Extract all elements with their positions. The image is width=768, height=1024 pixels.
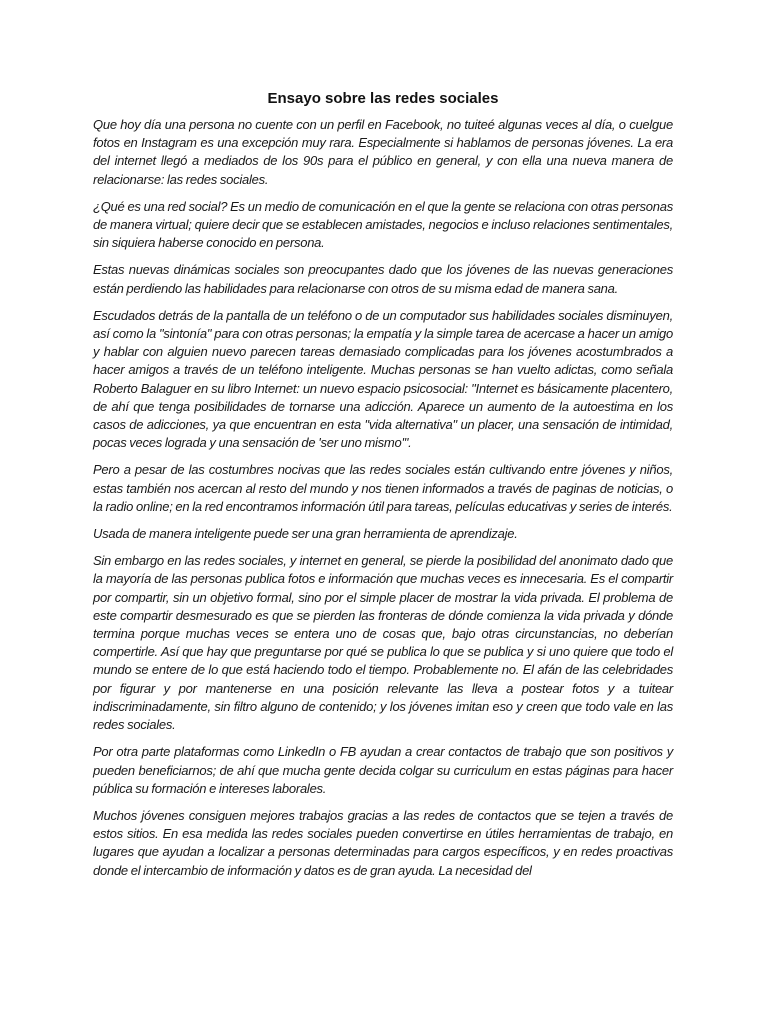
paragraph: Escudados detrás de la pantalla de un teléfono o de un computador sus habilidades sociales disminuyen, así como la "sintonía" para con otras personas; la empatía y la simple tarea de acercase a hacer un amigo y hablar con alguien nuevo parecen tareas demasiado complicadas para los jóvenes acostumbrados a hacer amigos a través de un teléfono inteligente. Muchas personas se han vuelto adictas, como señala Roberto Balaguer en su libro Internet: un nuevo espacio psicosocial: "Internet es básicamente placentero, de ahí que tenga posibilidades de tornarse una adicción. Aparece un aumento de la autoestima en los casos de adicciones, ya que encuentran en esta "vida alternativa" un placer, una sensación de intimidad, pocas veces lograda y una sensación de 'ser uno mismo'". — [93, 307, 673, 451]
paragraph: Pero a pesar de las costumbres nocivas que las redes sociales están cultivando entre jóvenes y niños, estas también nos acercan al resto del mundo y nos tienen informados a través de paginas de noticias, o la radio online; en la red encontramos información útil para tareas, películas educativas y series de interés. — [93, 462, 673, 514]
paragraph: Sin embargo en las redes sociales, y internet en general, se pierde la posibilidad del anonimato dado que la mayoría de las personas publica fotos e información que muchas veces es innecesaria. Es el compartir por compartir, sin un objetivo formal, sino por el simple placer de mostrar la vida privada. El problema de este compartir desmesurado es que se pierden las fronteras de dónde comienza la vida privada y dónde termina porque muchas veces se entera uno de cosas que, bajo otras circunstancias, no deberían compertirle. Así que hay que preguntarse por qué se publica lo que se publica y si uno quiere que todo el mundo se entere de lo que está haciendo todo el tiempo. Probablemente no. El afán de las celebridades por figurar y por mantenerse en una posición relevante las lleva a postear fotos y a tuitear indiscriminadamente, sin filtro alguno de contenido; y los jóvenes imitan eso y creen que todo vale en las redes sociales. — [93, 553, 673, 733]
paragraph: Estas nuevas dinámicas sociales son preocupantes dado que los jóvenes de las nuevas generaciones están perdiendo las habilidades para relacionarse con otros de su misma edad de manera sana. — [93, 262, 673, 296]
paragraph: Usada de manera inteligente puede ser una gran herramienta de aprendizaje. — [93, 526, 518, 542]
paragraph: ¿Qué es una red social? Es un medio de comunicación en el que la gente se relaciona con otras personas de manera virtual; quiere decir que se establecen amistades, negocios e incluso relaciones sentimentales, sin siquiera haberse conocido en persona. — [93, 198, 673, 251]
paragraph: Muchos jóvenes consiguen mejores trabajos gracias a las redes de contactos que se tejen a través de estos sitios. En esa medida las redes sociales pueden convertirse en útiles herramientas de trabajo, en lugares que ayudan a localizar a personas determinadas para cargos específicos, y en redes proactivas donde el intercambio de información y datos es de gran ayuda. La necesidad del — [93, 807, 673, 878]
paragraph: Que hoy día una persona no cuente con un perfil en Facebook, no tuiteé algunas veces al día, o cuelgue fotos en Instagram es una excepción muy rara. Especialmente si hablamos de personas jóvenes. La era del internet llegó a mediados de los 90s para el público en general, y con ella una nueva manera de relacionarse: las redes sociales. — [93, 117, 673, 187]
document-title: Ensayo sobre las redes sociales — [267, 90, 499, 107]
paragraph: Por otra parte plataformas como LinkedIn o FB ayudan a crear contactos de trabajo que son positivos y pueden beneficiarnos; de ahí que mucha gente decida colgar su curriculum en estas páginas para hacer pública su formación e intereses laborales. — [93, 744, 673, 796]
document-body — [93, 89, 673, 889]
